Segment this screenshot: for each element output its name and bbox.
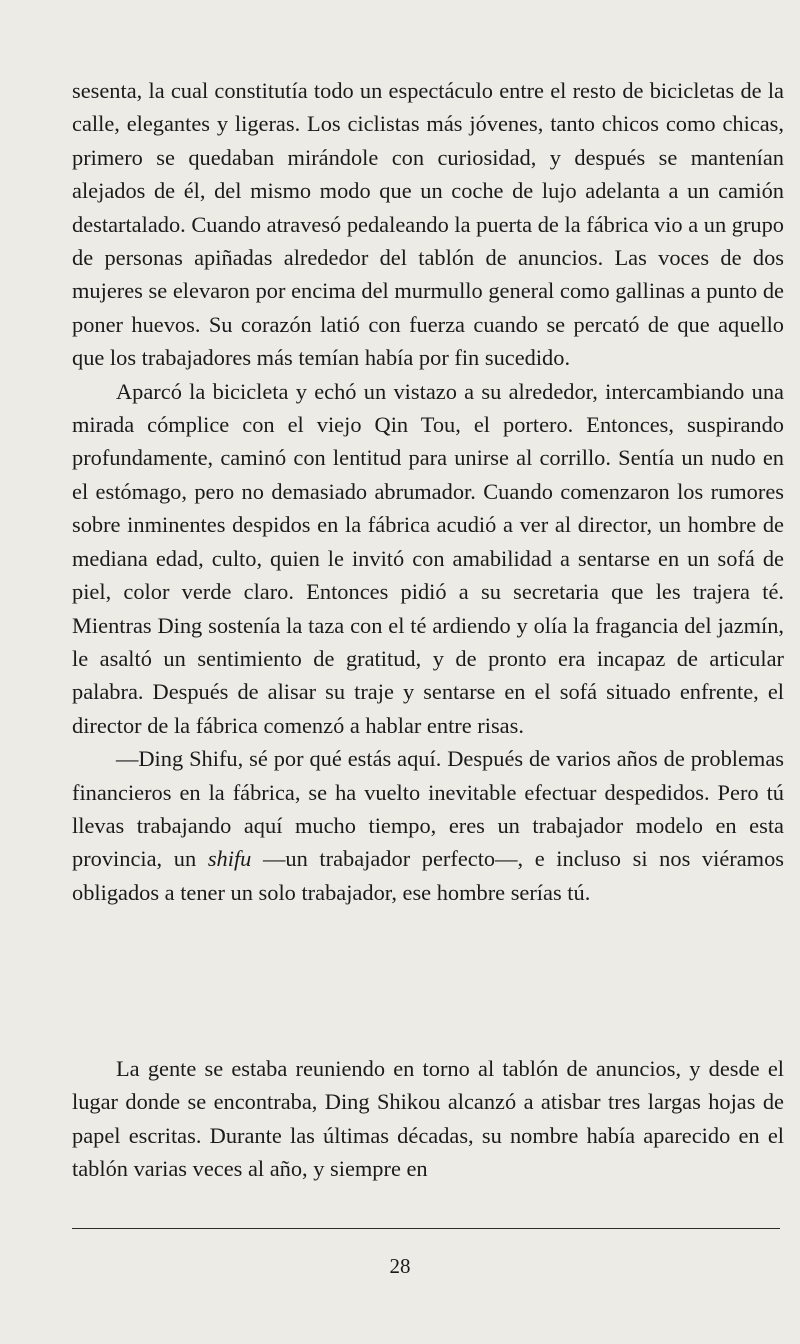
page-number: 28 bbox=[389, 1254, 411, 1278]
italic-term: shifu bbox=[207, 846, 252, 872]
main-text-block bbox=[72, 74, 784, 909]
paragraph-continuation: sesenta, la cual constitutía todo un espectáculo entre el resto de bicicletas de la calle, elegantes y ligeras. Los ciclistas más jóvenes, tanto chicos como chicas, primero se quedaban mirándole con curiosidad, y después se mantenían alejados de él, del mismo modo que un coche de lujo adelanta a un camión destartalado. Cuando atravesó pedaleando la puerta de la fábrica vio a un grupo de personas apiñadas alrededor del tablón de anuncios. Las voces de dos mujeres se elevaron por encima del murmullo general como gallinas a punto de poner huevos. Su corazón latió con fuerza cuando se percató de que aquello que los trabajadores más temían había por fin sucedido. bbox=[72, 78, 784, 371]
paragraph: La gente se estaba reuniendo en torno al tablón de anuncios, y desde el lugar donde se encontraba, Ding Shikou alcanzó a atisbar tres largas hojas de papel escritas. Durante las últimas décadas, su nombre había aparecido en el tablón varias veces al año, y siempre en bbox=[72, 1056, 784, 1182]
dialogue-paragraph bbox=[72, 742, 784, 909]
footer-rule bbox=[72, 1228, 780, 1229]
dialogue-text: —un trabajador perfecto—, e incluso si nos viéramos obligados a tener un solo trabajador, ese hombre serías tú. bbox=[72, 846, 784, 905]
section-text-block bbox=[72, 1052, 784, 1186]
paragraph: Aparcó la bicicleta y echó un vistazo a su alrededor, intercambiando una mirada cómplice con el viejo Qin Tou, el portero. Entonces, suspirando profundamente, caminó con lentitud para unirse al corrillo. Sentía un nudo en el estómago, pero no demasiado abrumador. Cuando comenzaron los rumores sobre inminentes despidos en la fábrica acudió a ver al director, un hombre de mediana edad, culto, quien le invitó con amabilidad a sentarse en un sofá de piel, color verde claro. Entonces pidió a su secretaria que les trajera té. Mientras Ding sostenía la taza con el té ardiendo y olía la fragancia del jazmín, le asaltó un sentimiento de gratitud, y de pronto era incapaz de articular palabra. Después de alisar su traje y sentarse en el sofá situado enfrente, el director de la fábrica comenzó a hablar entre risas. bbox=[72, 378, 784, 738]
dialogue-text: —Ding Shifu, sé por qué estás aquí. Después de varios años de problemas financieros en la fábrica, se ha vuelto inevitable efectuar despedidos. Pero tú llevas trabajando aquí mucho tiempo, eres un trabajador modelo en esta provincia, un bbox=[72, 746, 784, 872]
